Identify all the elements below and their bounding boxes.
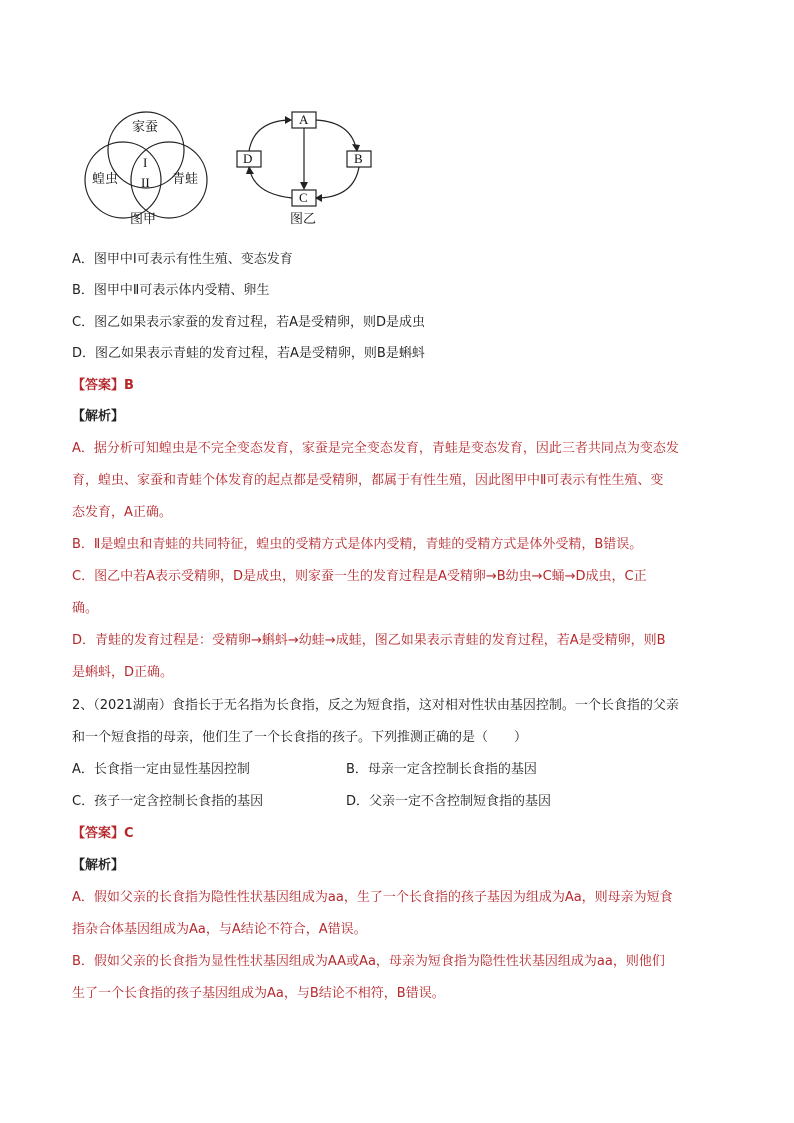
- node-label-A: A: [299, 112, 309, 127]
- q2-option-c: C．孩子一定含控制长食指的基因: [72, 794, 264, 809]
- figure-area: [78, 108, 378, 236]
- q2-option-a: A．长食指一定由显性基因控制: [72, 762, 250, 777]
- q2-analysis-title: 【解析】: [72, 858, 125, 873]
- venn-label-qingwa: 青蛙: [172, 172, 199, 187]
- arrow-C-to-D: [250, 171, 292, 198]
- q1-option-c: C．图乙如果表示家蚕的发育过程，若A是受精卵，则D是成虫: [72, 315, 425, 330]
- q2-analysis-line: A．假如父亲的长食指为隐性性状基因组成为aa，生了一个长食指的孩子基因为组成为Aa，则母亲为短食: [72, 890, 673, 905]
- figure-jia-caption: 图甲: [130, 212, 157, 227]
- q1-answer: 【答案】B: [72, 378, 134, 393]
- arrowhead-A-to-C: [300, 182, 308, 190]
- q1-analysis-line: 态发育，A正确。: [72, 505, 172, 520]
- arrow-A-to-B: [316, 120, 356, 148]
- q1-option-d: D．图乙如果表示青蛙的发育过程，若A是受精卵，则B是蝌蚪: [72, 346, 425, 361]
- arrow-B-to-C: [320, 167, 359, 198]
- node-label-B: B: [354, 151, 363, 166]
- q2-stem-line: 2、（2021湖南）食指长于无名指为长食指，反之为短食指，这对相对性状由基因控制。一个长食指的父亲: [72, 698, 679, 713]
- q1-analysis-line: B．Ⅱ是蝗虫和青蛙的共同特征，蝗虫的受精方式是体内受精，青蛙的受精方式是体外受精，B错误。: [72, 537, 643, 552]
- venn-label-I: I: [143, 155, 148, 170]
- figure-yi-caption: 图乙: [290, 212, 317, 227]
- q1-analysis-line: 育，蝗虫、家蚕和青蛙个体发育的起点都是受精卵，都属于有性生殖，因此图甲中Ⅱ可表示有性生殖、变: [72, 473, 664, 488]
- q1-analysis-line: A．据分析可知蝗虫是不完全变态发育，家蚕是完全变态发育，青蛙是变态发育，因此三者共同点为变态发: [72, 441, 679, 456]
- q2-analysis-line: 生了一个长食指的孩子基因组成为Aa，与B结论不相符，B错误。: [72, 986, 445, 1001]
- q1-analysis-line: D．青蛙的发育过程是：受精卵→蝌蚪→幼蛙→成蛙，图乙如果表示青蛙的发育过程，若A是受精卵，则B: [72, 633, 666, 648]
- q2-option-d: D．父亲一定不含控制短食指的基因: [346, 794, 552, 809]
- q2-analysis-line: 指杂合体基因组成为Aa，与A结论不符合，A错误。: [72, 922, 367, 937]
- node-label-C: C: [299, 190, 308, 205]
- q2-answer: 【答案】C: [72, 826, 134, 841]
- node-label-D: D: [243, 151, 253, 166]
- figures-drawing: [78, 108, 378, 236]
- q1-analysis-line: C．图乙中若A表示受精卵，D是成虫，则家蚕一生的发育过程是A受精卵→B幼虫→C蛹→D成虫，C正: [72, 569, 647, 584]
- q2-analysis-line: B．假如父亲的长食指为显性性状基因组成为AA或Aa，母亲为短食指为隐性性状基因组成为aa，则他们: [72, 954, 665, 969]
- venn-label-huangchong: 蝗虫: [92, 172, 119, 187]
- q1-option-a: A．图甲中Ⅰ可表示有性生殖、变态发育: [72, 252, 293, 267]
- q1-analysis-line: 确。: [72, 601, 99, 616]
- venn-label-jiacan: 家蚕: [132, 120, 159, 135]
- venn-label-II: II: [141, 175, 150, 190]
- q1-analysis-line: 是蝌蚪，D正确。: [72, 665, 174, 680]
- arrow-D-to-A: [249, 120, 288, 151]
- q1-option-b: B．图甲中Ⅱ可表示体内受精、卵生: [72, 283, 270, 298]
- arrowhead-D-to-A: [285, 116, 292, 124]
- q1-analysis-title: 【解析】: [72, 409, 125, 424]
- q2-stem-line: 和一个短食指的母亲，他们生了一个长食指的孩子。下列推测正确的是（ ）: [72, 730, 528, 745]
- q2-option-b: B．母亲一定含控制长食指的基因: [346, 762, 537, 777]
